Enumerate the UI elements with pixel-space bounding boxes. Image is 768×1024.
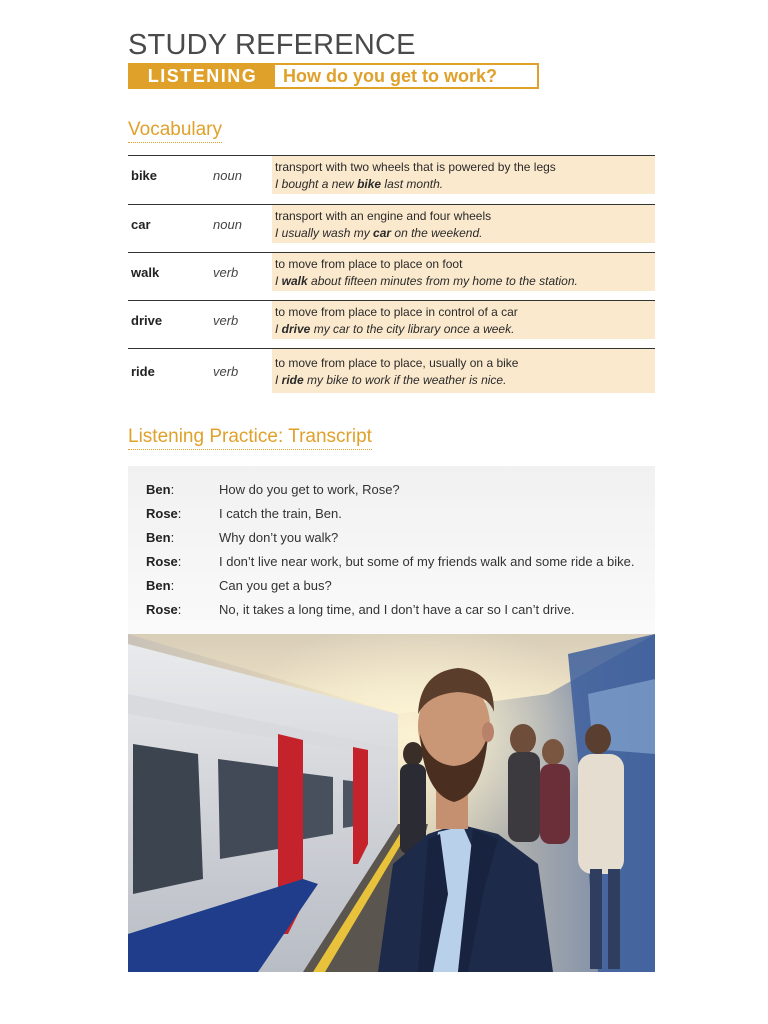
vocabulary-heading: Vocabulary [128,119,222,143]
vocab-definition: to move from place to place in control of a car [275,305,518,319]
speaker: Ben: [146,530,175,545]
vocab-part-of-speech: verb [213,312,239,328]
speaker-name: Rose [146,554,178,569]
vocabulary-row [128,252,655,291]
banner-question: How do you get to work? [283,65,497,86]
listening-banner [128,63,539,89]
transcript-line [128,506,655,526]
vocabulary-row [128,300,655,339]
example-keyword: ride [281,373,304,387]
speaker-name: Ben [146,530,171,545]
vocab-example [275,225,655,242]
transcript-heading: Listening Practice: Transcript [128,426,372,450]
vocab-definition-cell [272,205,655,243]
utterance: I don’t live near work, but some of my friends walk and some ride a bike. [219,554,635,569]
speaker: Rose: [146,506,182,521]
example-text: I usually wash my [275,226,374,240]
vocab-part-of-speech: verb [213,264,239,280]
transcript-box [128,466,655,634]
vocab-example [275,321,655,338]
vocab-definition-cell [272,301,655,339]
utterance: Why don’t you walk? [219,530,339,545]
example-keyword: walk [281,274,308,288]
speaker-name: Rose [146,506,178,521]
example-text: on the weekend. [391,226,483,240]
example-text: I [275,373,282,387]
speaker: Ben: [146,482,175,497]
vocab-part-of-speech: verb [213,363,239,379]
example-keyword: drive [281,322,311,336]
vocabulary-row [128,348,655,393]
speaker: Rose: [146,602,182,617]
vocab-definition-cell [272,349,655,393]
example-text: my car to the city library once a week. [310,322,515,336]
vocab-part-of-speech: noun [213,167,242,183]
utterance: I catch the train, Ben. [219,506,342,521]
transcript-line [128,602,655,622]
vocab-word: car [131,216,151,232]
example-keyword: car [373,226,392,240]
example-text: my bike to work if the weather is nice. [303,373,507,387]
vocab-definition-cell [272,156,655,194]
vocab-word: ride [131,363,155,379]
utterance: No, it takes a long time, and I don’t have a car so I can’t drive. [219,602,575,617]
speaker-name: Ben [146,482,171,497]
vocab-example [275,273,655,290]
page-title: STUDY REFERENCE [128,29,416,61]
subway-platform-photo [128,634,655,972]
speaker-name: Ben [146,578,171,593]
example-keyword: bike [357,177,382,191]
example-text: last month. [381,177,444,191]
vocab-example [275,176,655,193]
transcript-line [128,482,655,502]
speaker-name: Rose [146,602,178,617]
vocab-word: walk [131,264,160,280]
example-text: about fifteen minutes from my home to the station. [307,274,578,288]
vocab-definition-cell [272,253,655,291]
vocab-example [275,372,655,389]
vocab-part-of-speech: noun [213,216,242,232]
speaker: Rose: [146,554,182,569]
banner-tag: LISTENING [130,65,275,87]
utterance: How do you get to work, Rose? [219,482,400,497]
example-text: I [275,274,282,288]
vocab-word: bike [131,167,158,183]
vocab-definition: to move from place to place on foot [275,257,463,271]
speaker: Ben: [146,578,175,593]
vocab-word: drive [131,312,163,328]
vocab-definition: transport with an engine and four wheels [275,209,492,223]
vocabulary-row [128,204,655,243]
transcript-line [128,554,655,574]
vocabulary-row [128,155,655,194]
utterance: Can you get a bus? [219,578,332,593]
vocab-definition: to move from place to place, usually on a bike [275,356,519,370]
transcript-line [128,578,655,598]
vocab-definition: transport with two wheels that is powered by the legs [275,160,556,174]
photo-illustration [128,634,655,972]
example-text: I bought a new [275,177,358,191]
example-text: I [275,322,282,336]
transcript-line [128,530,655,550]
